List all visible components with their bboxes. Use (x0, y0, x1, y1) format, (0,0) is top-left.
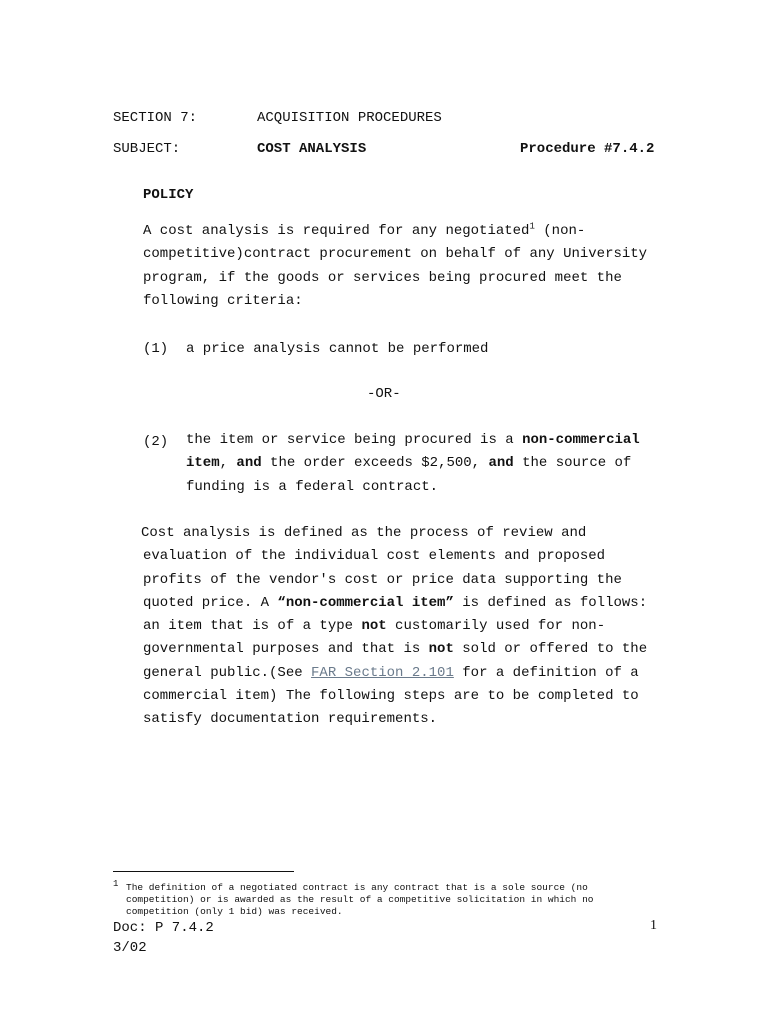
doc-number: Doc: P 7.4.2 (113, 920, 214, 936)
footnote-divider (113, 871, 294, 872)
intro-line-2: competitive)contract procurement on behalf of any University (143, 246, 648, 263)
section-value: ACQUISITION PROCEDURES (257, 110, 442, 126)
definition-paragraph: Cost analysis is defined as the process of review and evaluation of the individual cost elements and proposed profits of the vendor's cost or price data supporting the quoted price. A “non-commercial item” is defined as follows: an item that is of a type not customarily used for non- governmental purposes and that is not sold or offered to the general public.(See FAR Section 2.101 for a definition of a commercial item) The following steps are to be completed to satisfy documentation requirements. (141, 525, 648, 728)
subject-value: COST ANALYSIS (257, 141, 367, 157)
intro-line-1: A cost analysis is required for any negotiated$^1$ (non- (143, 221, 586, 239)
policy-intro (143, 220, 647, 313)
section-label: SECTION 7: (113, 110, 198, 126)
or-separator: -OR- (367, 386, 401, 402)
criteria-1-text: a price analysis cannot be performed (186, 341, 489, 357)
footnote-marker: 1 (113, 879, 119, 889)
footnote-ref: 1 (529, 221, 535, 232)
criteria-2-text: the item or service being procured is a non-commercial item, and the order exceeds $2,500, and the source of funding is a federal contract. (186, 432, 640, 495)
subject-label: SUBJECT: (113, 141, 181, 157)
criteria-2-number: (2) (143, 434, 169, 450)
far-section-link[interactable]: FAR Section 2.101 (311, 664, 454, 681)
policy-heading: POLICY (143, 187, 194, 203)
intro-line-4: following criteria: (143, 292, 303, 309)
criteria-1-number: (1) (143, 341, 169, 357)
footnote-text: The definition of a negotiated contract is any contract that is a sole source (no competition) or is awarded as the result of a competitive solicitation in which no competition (only 1 bid) was received. (126, 882, 594, 917)
procedure-number: Procedure #7.4.2 (520, 141, 655, 157)
doc-date: 3/02 (113, 940, 147, 956)
intro-line-3: program, if the goods or services being procured meet the (143, 269, 622, 286)
page-number: 1 (650, 918, 657, 933)
